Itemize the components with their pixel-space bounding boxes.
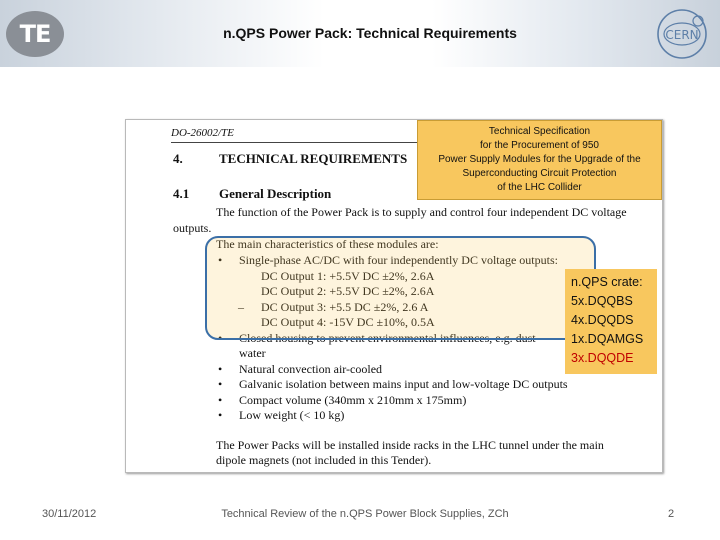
- bullet-marker: •: [218, 377, 223, 391]
- footer-date: 30/11/2012: [42, 508, 97, 520]
- list-item-text: Galvanic isolation between mains input and low-voltage DC outputs: [239, 377, 568, 391]
- list-item-text: DC Output 1: +5.5V DC ±2%, 2.6A: [261, 268, 435, 283]
- list-item-text: Compact volume (340mm x 210mm x 175mm): [239, 392, 467, 407]
- list-item-text: DC Output 2: +5.5V DC ±2%, 2.6A: [261, 284, 435, 298]
- crate-line: 1x.DQAMGS: [571, 332, 644, 346]
- bullet-marker: •: [218, 408, 223, 422]
- section-title: TECHNICAL REQUIREMENTS: [219, 151, 408, 166]
- footer-title: Technical Review of the n.QPS Power Block Supplies, ZCh: [221, 508, 509, 520]
- doc-number: DO-26002/TE: [171, 127, 234, 139]
- bullet-marker: •: [218, 361, 223, 376]
- closing-line-2: dipole magnets (not included in this Tender).: [216, 453, 432, 467]
- cern-logo-text: CERN: [665, 28, 699, 42]
- spec-line: Power Supply Modules for the Upgrade of the: [438, 154, 641, 165]
- bullet-marker: •: [218, 392, 223, 407]
- list-item-text: Low weight (< 10 kg): [239, 408, 345, 422]
- bullet-marker: •: [218, 330, 223, 345]
- spec-line: for the Procurement of 950: [480, 140, 599, 151]
- list-item-text: DC Output 4: -15V DC ±10%, 0.5A: [261, 315, 435, 329]
- list-item-text: Natural convection air-cooled: [239, 361, 383, 376]
- te-logo: TE: [6, 11, 64, 57]
- spec-line: of the LHC Collider: [497, 182, 582, 193]
- list-item-text: DC Output 3: +5.5 DC ±2%, 2.6 A: [261, 299, 429, 314]
- spec-line: Superconducting Circuit Protection: [462, 168, 617, 179]
- crate-line: 5x.DQQBS: [571, 294, 633, 308]
- list-item-text: Single-phase AC/DC with four independently DC voltage outputs:: [239, 253, 558, 267]
- slide-header: [0, 0, 720, 67]
- spec-callout: [417, 120, 662, 200]
- crate-line: 4x.DQQDS: [571, 313, 634, 327]
- crate-callout: [565, 269, 657, 374]
- list-item-text: Closed housing to prevent environmental influences, e.g. dust: [239, 330, 536, 345]
- subsection-number: 4.1: [173, 186, 190, 201]
- spec-line: Technical Specification: [488, 126, 591, 137]
- slide-title: n.QPS Power Pack: Technical Requirements: [223, 25, 517, 41]
- highlight-outline: [205, 236, 596, 340]
- closing-line-1: The Power Packs will be installed inside racks in the LHC tunnel under the main: [216, 438, 604, 452]
- crate-line: n.QPS crate:: [571, 275, 643, 289]
- dash-marker: –: [238, 299, 244, 314]
- paragraph-line-1: The function of the Power Pack is to supply and control four independent DC voltage: [216, 205, 627, 219]
- subsection-title: General Description: [219, 186, 332, 201]
- characteristics-intro: The main characteristics of these modules are:: [216, 237, 439, 251]
- footer-page-number: 2: [668, 508, 675, 520]
- bullet-marker: •: [218, 253, 223, 267]
- list-item-text: water: [239, 346, 266, 360]
- section-number: 4.: [173, 151, 183, 166]
- paragraph-line-2: outputs.: [173, 221, 212, 235]
- cern-logo-icon: [652, 7, 712, 61]
- crate-line: 3x.DQQDE: [571, 351, 634, 365]
